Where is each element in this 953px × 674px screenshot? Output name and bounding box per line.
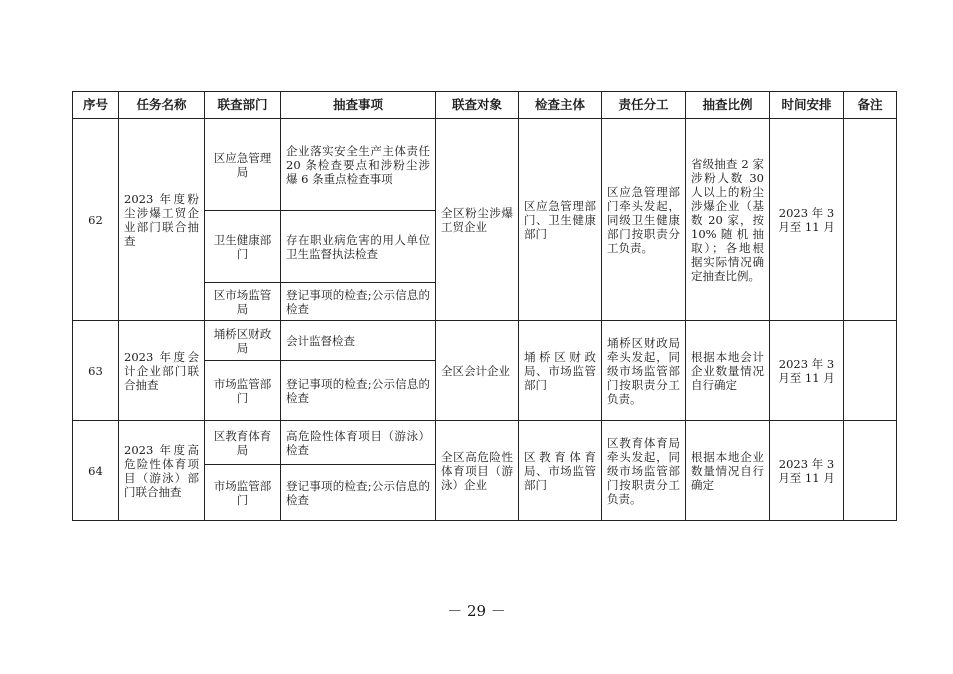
header-row bbox=[73, 92, 897, 119]
row-number: 63 bbox=[73, 321, 119, 421]
inspection-table bbox=[72, 91, 897, 521]
header-target: 联查对象 bbox=[436, 92, 519, 119]
header-joint-dept: 联查部门 bbox=[205, 92, 281, 119]
row-number: 64 bbox=[73, 421, 119, 521]
duty-division: 区教育体育局牵头发起，同级市场监管部门按职责分工负责。 bbox=[602, 421, 686, 521]
duty-division: 区应急管理部门牵头发起，同级卫生健康部门按职责分工负责。 bbox=[602, 119, 686, 321]
duty-division: 埇桥区财政局牵头发起，同级市场监管部门按职责分工负责。 bbox=[602, 321, 686, 421]
row-number: 62 bbox=[73, 119, 119, 321]
time-schedule: 2023 年 3 月至 11 月 bbox=[770, 421, 844, 521]
check-ratio: 根据本地企业数量情况自行确定 bbox=[686, 421, 770, 521]
check-item: 登记事项的检查;公示信息的检查 bbox=[281, 361, 436, 421]
joint-dept: 市场监管部门 bbox=[205, 361, 281, 421]
note bbox=[844, 119, 897, 321]
table-row bbox=[73, 119, 897, 211]
task-name: 2023 年度会计企业部门联合抽查 bbox=[119, 321, 205, 421]
header-subject: 检查主体 bbox=[519, 92, 602, 119]
check-ratio: 根据本地会计企业数量情况自行确定 bbox=[686, 321, 770, 421]
header-no: 序号 bbox=[73, 92, 119, 119]
joint-dept: 埇桥区财政局 bbox=[205, 321, 281, 361]
header-duty: 责任分工 bbox=[602, 92, 686, 119]
check-item: 登记事项的检查;公示信息的检查 bbox=[281, 465, 436, 521]
note bbox=[844, 421, 897, 521]
header-check-item: 抽查事项 bbox=[281, 92, 436, 119]
note bbox=[844, 321, 897, 421]
check-target: 全区粉尘涉爆工贸企业 bbox=[436, 119, 519, 321]
joint-dept: 区教育体育局 bbox=[205, 421, 281, 465]
check-subject: 埇桥区财政局、市场监管部门 bbox=[519, 321, 602, 421]
time-schedule: 2023 年 3 月至 11 月 bbox=[770, 321, 844, 421]
header-task-name: 任务名称 bbox=[119, 92, 205, 119]
joint-dept: 区应急管理局 bbox=[205, 119, 281, 211]
joint-dept: 区市场监管局 bbox=[205, 283, 281, 321]
check-subject: 区应急管理部门、卫生健康部门 bbox=[519, 119, 602, 321]
check-item: 高危险性体育项目（游泳）检查 bbox=[281, 421, 436, 465]
check-target: 全区会计企业 bbox=[436, 321, 519, 421]
check-ratio: 省级抽查 2 家涉粉人数 30 人以上的粉尘涉爆企业（基数 20 家，按 10%随机抽取）；各地根据实际情况确定抽查比例。 bbox=[686, 119, 770, 321]
check-target: 全区高危险性体育项目（游泳）企业 bbox=[436, 421, 519, 521]
table-row bbox=[73, 421, 897, 465]
check-subject: 区教育体育局、市场监管部门 bbox=[519, 421, 602, 521]
header-ratio: 抽查比例 bbox=[686, 92, 770, 119]
table-row bbox=[73, 321, 897, 361]
check-item: 登记事项的检查;公示信息的检查 bbox=[281, 283, 436, 321]
header-note: 备注 bbox=[844, 92, 897, 119]
header-time: 时间安排 bbox=[770, 92, 844, 119]
task-name: 2023 年度高危险性体育项目（游泳）部门联合抽查 bbox=[119, 421, 205, 521]
task-name: 2023 年度粉尘涉爆工贸企业部门联合抽查 bbox=[119, 119, 205, 321]
time-schedule: 2023 年 3 月至 11 月 bbox=[770, 119, 844, 321]
check-item: 存在职业病危害的用人单位卫生监督执法检查 bbox=[281, 211, 436, 283]
page-number: － 29 － bbox=[447, 602, 506, 620]
check-item: 企业落实安全生产主体责任 20 条检查要点和涉粉尘涉爆 6 条重点检查事项 bbox=[281, 119, 436, 211]
joint-dept: 卫生健康部门 bbox=[205, 211, 281, 283]
check-item: 会计监督检查 bbox=[281, 321, 436, 361]
joint-dept: 市场监管部门 bbox=[205, 465, 281, 521]
